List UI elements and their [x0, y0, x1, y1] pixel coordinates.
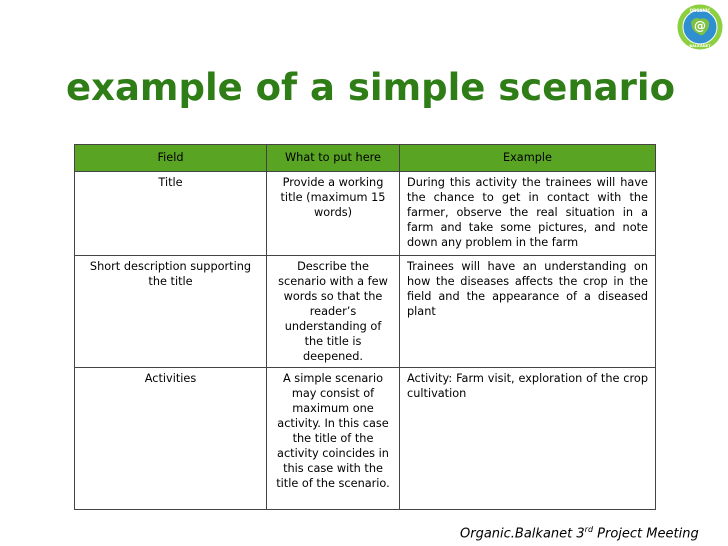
header-what-to-put-here: What to put here — [267, 145, 400, 172]
logo-text-bottom: BALKANET — [689, 44, 711, 48]
header-field: Field — [75, 145, 267, 172]
footer-suffix: Project Meeting — [593, 526, 699, 542]
scenario-table — [74, 144, 656, 510]
table-header-row — [75, 145, 656, 172]
footer-meeting-label — [460, 525, 699, 541]
cell-field: Short description supporting the title — [75, 256, 267, 368]
svg-text:@: @ — [694, 19, 706, 33]
logo-text-top: ORGANIC — [689, 8, 711, 13]
cell-what: Provide a working title (maximum 15 words) — [267, 172, 400, 256]
cell-field: Title — [75, 172, 267, 256]
cell-example: During this activity the trainees will have the chance to get in contact with the farmer, observe the real situation in a farm and take some pictures, and note down any problem in the farm — [400, 172, 656, 256]
cell-example: Activity: Farm visit, exploration of the crop cultivation — [400, 368, 656, 510]
footer-superscript: rd — [584, 525, 594, 534]
footer-prefix: Organic.Balkanet 3 — [460, 526, 585, 542]
slide-title: example of a simple scenario — [66, 66, 675, 109]
table-row — [75, 172, 656, 256]
table-row — [75, 256, 656, 368]
table-row — [75, 368, 656, 510]
organic-balkanet-logo — [676, 3, 724, 51]
cell-what: A simple scenario may consist of maximum one activity. In this case the title of the activity coincides in this case with the title of the scenario. — [267, 368, 400, 510]
cell-example: Trainees will have an understanding on how the diseases affects the crop in the field and the appearance of a diseased plant — [400, 256, 656, 368]
cell-field: Activities — [75, 368, 267, 510]
cell-what: Describe the scenario with a few words so that the reader’s understanding of the title is deepened. — [267, 256, 400, 368]
header-example: Example — [400, 145, 656, 172]
